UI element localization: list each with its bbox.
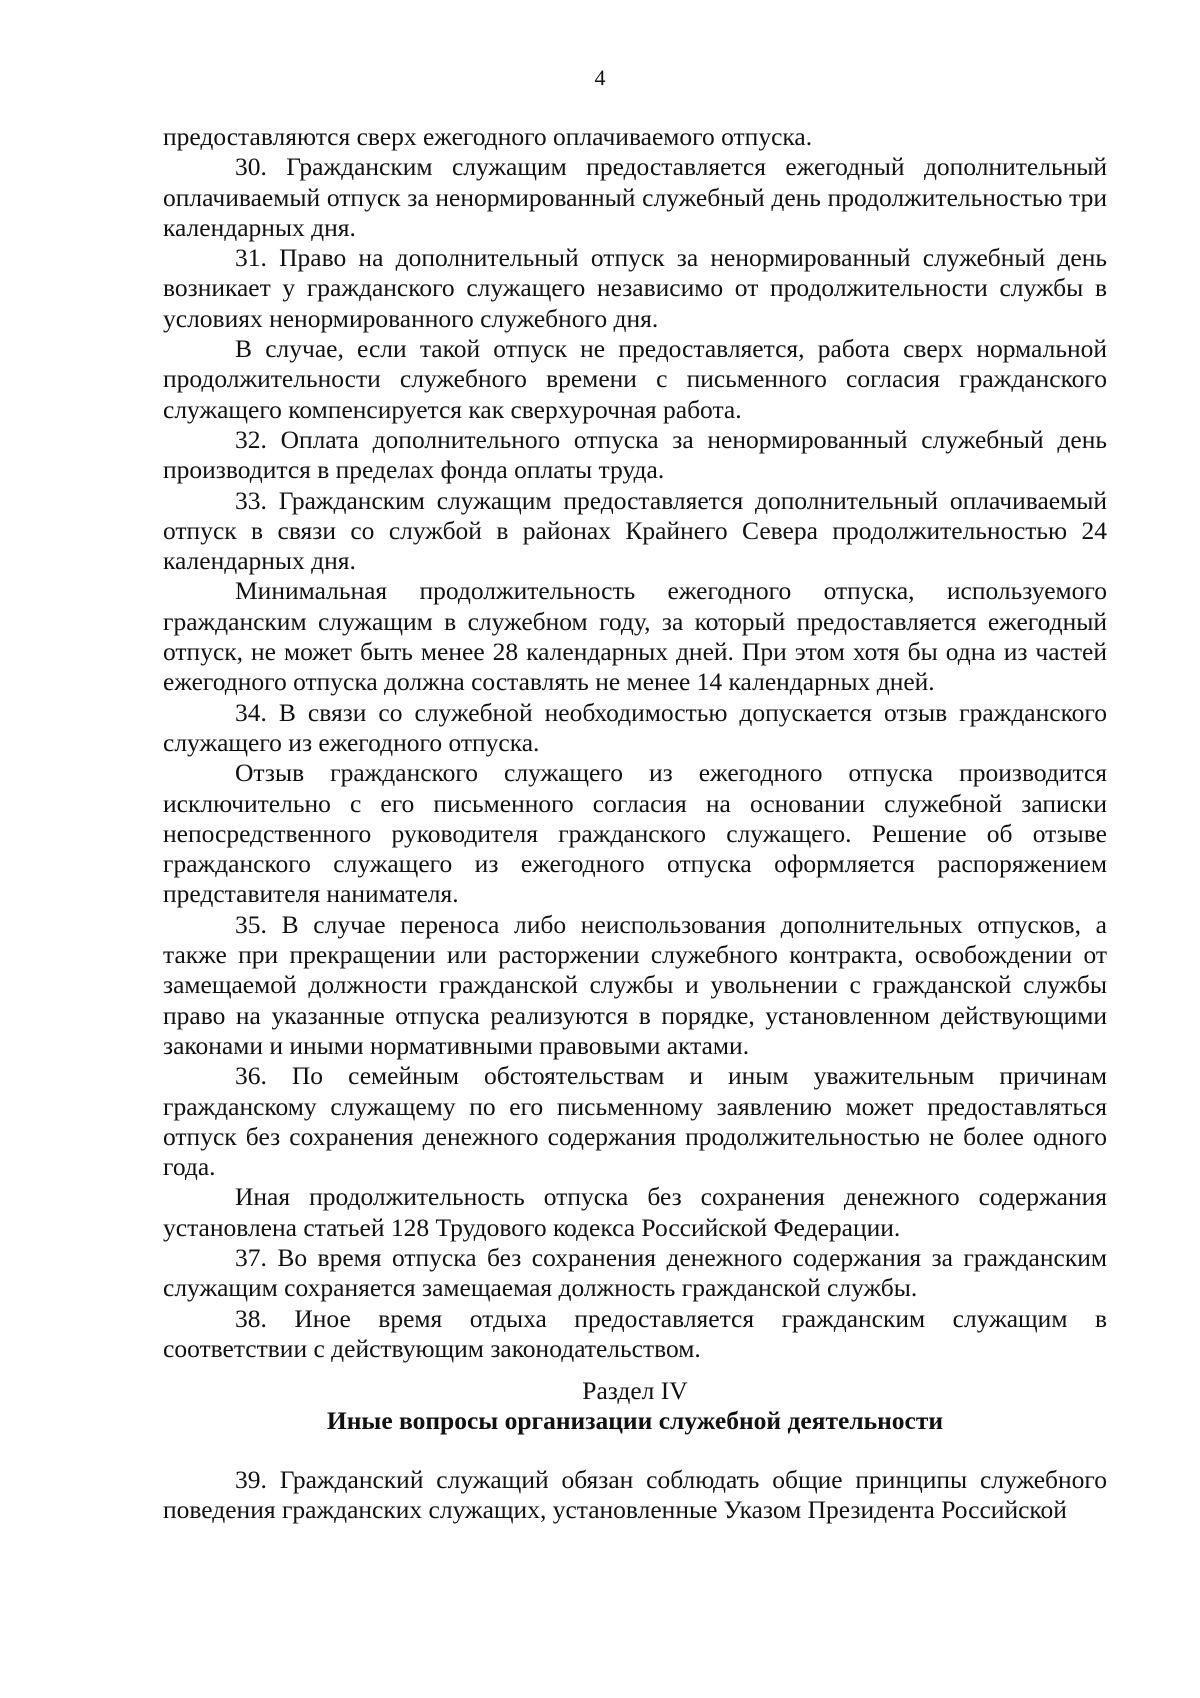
paragraph-list xyxy=(163,122,1107,1364)
paragraph: Минимальная продолжительность ежегодного отпуска, используемого гражданским служащим в служебном году, за который предоставляется ежегодный отпуск, не может быть менее 28 календарных дней. При этом хотя бы одна из частей ежегодного отпуска должна составлять не менее 14 календарных дней. xyxy=(163,576,1107,697)
paragraph: 34. В связи со служебной необходимостью допускается отзыв гражданского служащего из ежегодного отпуска. xyxy=(163,697,1107,757)
paragraph: 32. Оплата дополнительного отпуска за ненормированный служебный день производится в пределах фонда оплаты труда. xyxy=(163,424,1107,485)
document-body xyxy=(163,122,1107,1525)
page-number: 4 xyxy=(594,65,606,90)
paragraph-list-after-section xyxy=(163,1465,1107,1526)
section-heading: Раздел IV xyxy=(582,1376,688,1406)
paragraph: Иная продолжительность отпуска без сохранения денежного содержания установлена статьей 128 Трудового кодекса Российской Федерации. xyxy=(163,1182,1107,1242)
paragraph: 36. По семейным обстоятельствам и иным уважительным причинам гражданскому служащему по его письменному заявлению может предоставляться отпуск без сохранения денежного содержания продолжительностью не более одного года. xyxy=(163,1061,1107,1182)
paragraph: 33. Гражданским служащим предоставляется дополнительный оплачиваемый отпуск в связи со службой в районах Крайнего Севера продолжительностью 24 календарных дня. xyxy=(163,485,1107,576)
paragraph: В случае, если такой отпуск не предоставляется, работа сверх нормальной продолжительности служебного времени с письменного согласия гражданского служащего компенсируется как сверхурочная работа. xyxy=(163,334,1107,424)
paragraph: 30. Гражданским служащим предоставляется ежегодный дополнительный оплачиваемый отпуск за ненормированный служебный день продолжительностью три календарных дня. xyxy=(163,152,1107,242)
paragraph: предоставляются сверх ежегодного оплачиваемого отпуска. xyxy=(163,122,813,151)
paragraph: 35. В случае переноса либо неиспользования дополнительных отпусков, а также при прекращении или расторжении служебного контракта, освобождении от замещаемой должности гражданской службы и увольнении с гражданской службы право на указанные отпуска реализуются в порядке, установленном действующими законами и иными нормативными правовыми актами. xyxy=(163,909,1107,1060)
paragraph: 37. Во время отпуска без сохранения денежного содержания за гражданским служащим сохраняется замещаемая должность гражданской службы. xyxy=(163,1242,1107,1303)
paragraph: Отзыв гражданского служащего из ежегодного отпуска производится исключительно с его письменного согласия на основании служебной записки непосредственного руководителя гражданского служащего. Решение об отзыве гражданского служащего из ежегодного отпуска оформляется распоряжением представителя нанимателя. xyxy=(163,758,1107,909)
paragraph: 31. Право на дополнительный отпуск за ненормированный служебный день возникает у гражданского служащего независимо от продолжительности службы в условиях ненормированного служебного дня. xyxy=(163,243,1107,333)
paragraph: 39. Гражданский служащий обязан соблюдать общие принципы служебного поведения гражданских служащих, установленные Указом Президента Российской xyxy=(163,1464,1107,1525)
section-title: Иные вопросы организации служебной деятельности xyxy=(326,1406,944,1436)
paragraph: 38. Иное время отдыха предоставляется гражданским служащим в соответствии с действующим законодательством. xyxy=(163,1303,1107,1363)
